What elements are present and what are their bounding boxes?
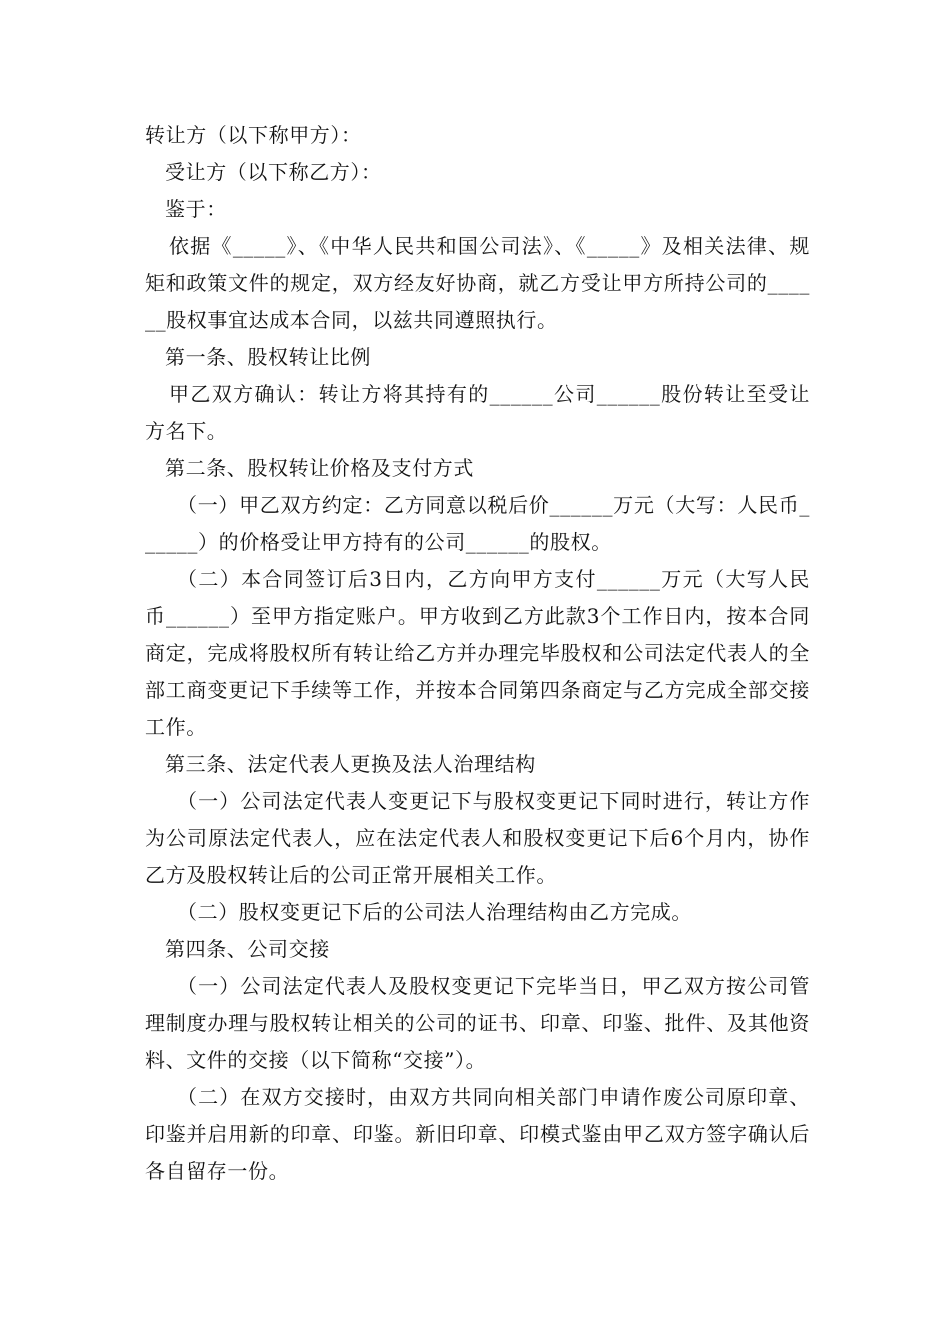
article-4-clause-2: （二）在双方交接时，由双方共同向相关部门申请作废公司原印章、印鉴并启用新的印章、印鉴。新旧印章、印模式鉴由甲乙双方签字确认后各自留存一份。 <box>145 1085 810 1183</box>
article-1-paragraph: 甲乙双方确认：转让方将其持有的______公司______股份转让至受让方名下。 <box>145 382 810 443</box>
article-3-clause-1: （一）公司法定代表人变更记下与股权变更记下同时进行，转让方作为公司原法定代表人，应在法定代表人和股权变更记下后6个月内，协作乙方及股权转让后的公司正常开展相关工作。 <box>145 789 810 887</box>
whereas-heading: 鉴于： <box>165 197 227 221</box>
article-2-clause-1: （一）甲乙双方约定：乙方同意以税后价______万元（大写：人民币______）的价格受让甲方持有的公司______的股权。 <box>145 493 810 554</box>
article-2-heading: 第二条、股权转让价格及支付方式 <box>165 456 474 480</box>
article-4-clause-1: （一）公司法定代表人及股权变更记下完毕当日，甲乙双方按公司管理制度办理与股权转让相关的公司的证书、印章、印鉴、批件、及其他资料、文件的交接（以下简称“交接”）。 <box>145 974 810 1072</box>
contract-body <box>145 117 810 1190</box>
article-3-heading: 第三条、法定代表人更换及法人治理结构 <box>165 752 536 776</box>
article-2-clause-2: （二）本合同签订后3日内，乙方向甲方支付______万元（大写人民币______）至甲方指定账户。甲方收到乙方此款3个工作日内，按本合同商定，完成将股权所有转让给乙方并办理完毕股权和公司法定代表人的全部工商变更记下手续等工作，并按本合同第四条商定与乙方完成全部交接工作。 <box>145 567 810 739</box>
whereas-paragraph: 依据《_____》、《中华人民共和国公司法》、《_____》及相关法律、规矩和政策文件的规定，双方经友好协商，就乙方受让甲方所持公司的______股权事宜达成本合同，以兹共同遵照执行。 <box>145 234 810 332</box>
article-1-heading: 第一条、股权转让比例 <box>165 345 371 369</box>
article-4-heading: 第四条、公司交接 <box>165 937 330 961</box>
transferor-line: 转让方（以下称甲方）： <box>145 123 362 147</box>
article-3-clause-2: （二）股权变更记下后的公司法人治理结构由乙方完成。 <box>177 900 692 924</box>
transferee-line: 受让方（以下称乙方）： <box>165 160 382 184</box>
